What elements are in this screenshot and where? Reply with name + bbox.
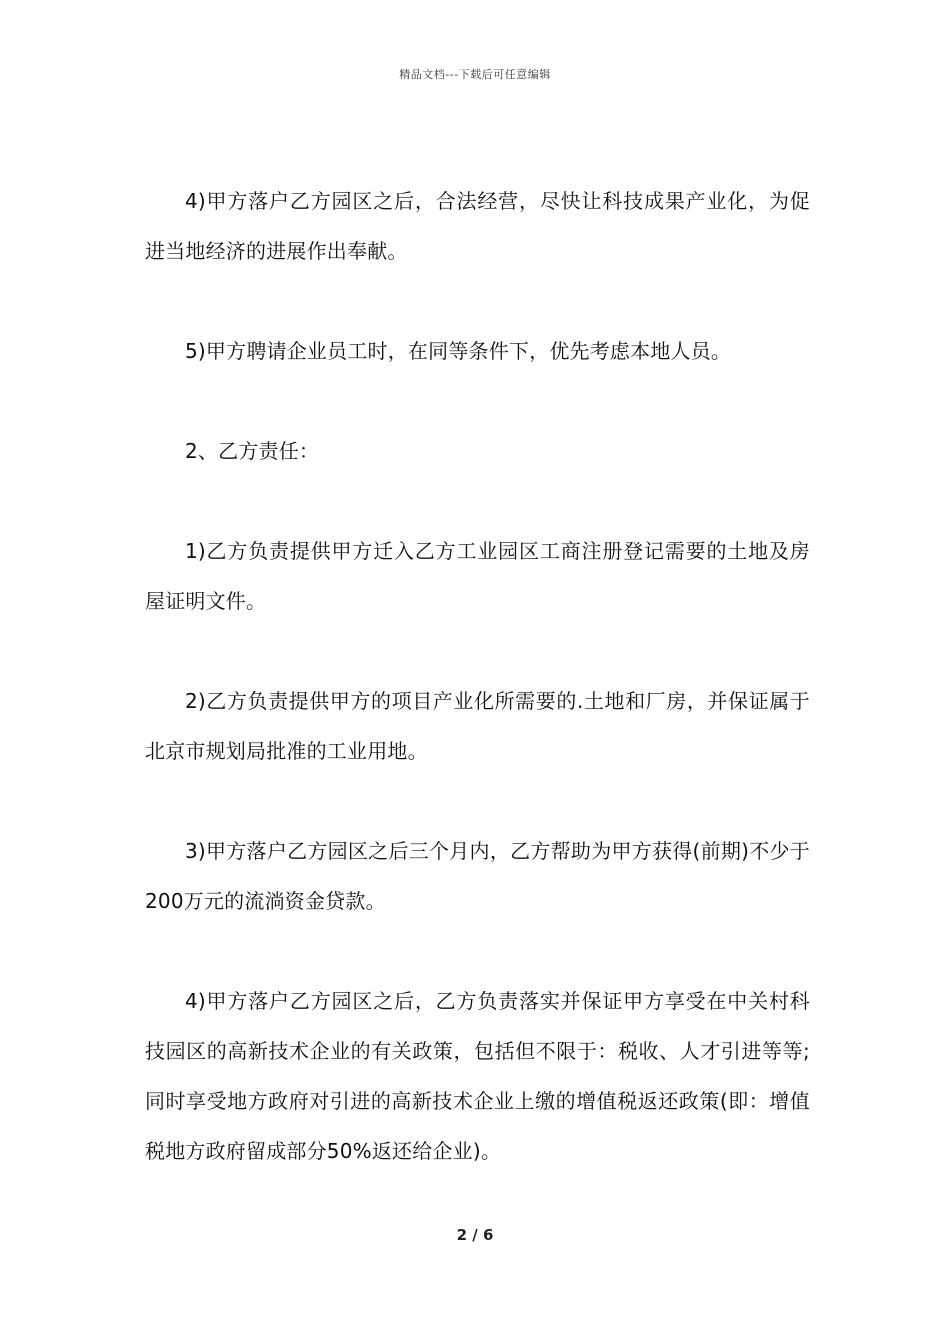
paragraph-party-a-duty-5: 5)甲方聘请企业员工时，在同等条件下，优先考虑本地人员。 (185, 339, 732, 363)
section-heading-party-b: 2、乙方责任： (185, 439, 320, 463)
paragraph-party-b-duty-1: 1)乙方负责提供甲方迁入乙方工业园区工商注册登记需要的土地及房屋证明文件。 (145, 539, 810, 613)
paragraph-party-b-duty-3: 3)甲方落户乙方园区之后三个月内，乙方帮助为甲方获得(前期)不少于200万元的流淌资金贷款。 (145, 839, 810, 913)
paragraph-party-b-duty-4: 4)甲方落户乙方园区之后，乙方负责落实并保证甲方享受在中关村科技园区的高新技术企业的有关政策，包括但不限于：税收、人才引进等等;同时享受地方政府对引进的高新技术企业上缴的增值税返还政策(即：增值税地方政府留成部分50%返还给企业)。 (145, 989, 810, 1163)
paragraph-party-b-duty-2: 2)乙方负责提供甲方的项目产业化所需要的.土地和厂房，并保证属于北京市规划局批准的工业用地。 (145, 689, 810, 763)
page-number: 2 / 6 (456, 1226, 494, 1244)
paragraph-party-a-duty-4: 4)甲方落户乙方园区之后，合法经营，尽快让科技成果产业化，为促进当地经济的进展作出奉献。 (145, 189, 810, 263)
page-header: 精品文档---下载后可任意编辑 (399, 68, 551, 81)
document-body (145, 176, 810, 1226)
